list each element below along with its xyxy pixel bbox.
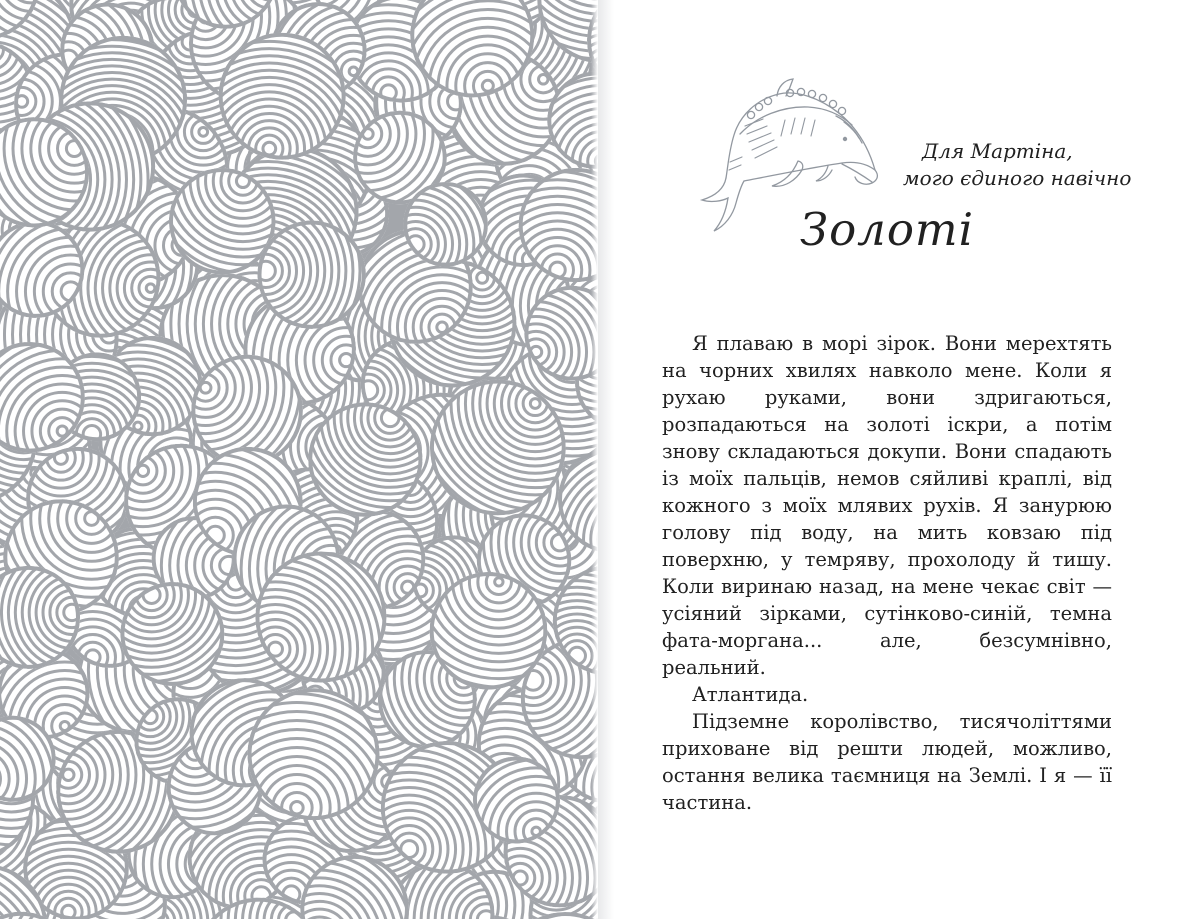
dolphin-mouth: [842, 164, 872, 182]
body-paragraph: Підземне королівство, тисячоліттями приховане від решти людей, можливо, остання велика таємниця на Землі. І я — її частина.: [662, 710, 1112, 814]
dolphin-back: [726, 93, 875, 178]
dedication-line: мого єдиного навічно: [903, 166, 1132, 190]
body-text: [662, 330, 1112, 816]
dedication: [903, 138, 1131, 192]
dolphin-small-fin: [816, 166, 832, 181]
chapter-title: Золоті: [800, 203, 974, 256]
body-paragraph: Я плаваю в морі зірок. Вони мерехтять на чорних хвилях навколо мене. Коли я рухаю руками, вони здригаються, розпадаються на золоті іскри, а потім знову складаються докупи. Вони спадають із моїх пальців, немов сяйливі краплі, від кожного з моїх млявих рухів. Я занурюю голову під воду, на мить ковзаю під поверхню, у темряву, прохолоду й тишу. Коли виринаю назад, на мене чекає світ — усіяний зірками, сутінково-синій, темна фата-моргана... але, безсумнівно, реальний.: [662, 332, 1112, 679]
left-page: [0, 0, 598, 919]
dolphin-pectoral-fin: [772, 161, 803, 186]
dedication-line: Для Мартіна,: [922, 139, 1073, 163]
dolphin-beak: [855, 170, 877, 184]
sea-scales-pattern-illustration: [0, 0, 598, 919]
right-page: [598, 0, 1200, 919]
dolphin-head-arc: [836, 116, 859, 138]
body-paragraph: Атлантида.: [692, 683, 809, 706]
dolphin-eye: [843, 137, 847, 141]
page-edge-fade: [591, 0, 598, 919]
dolphin-hatch-lines: [729, 118, 815, 170]
